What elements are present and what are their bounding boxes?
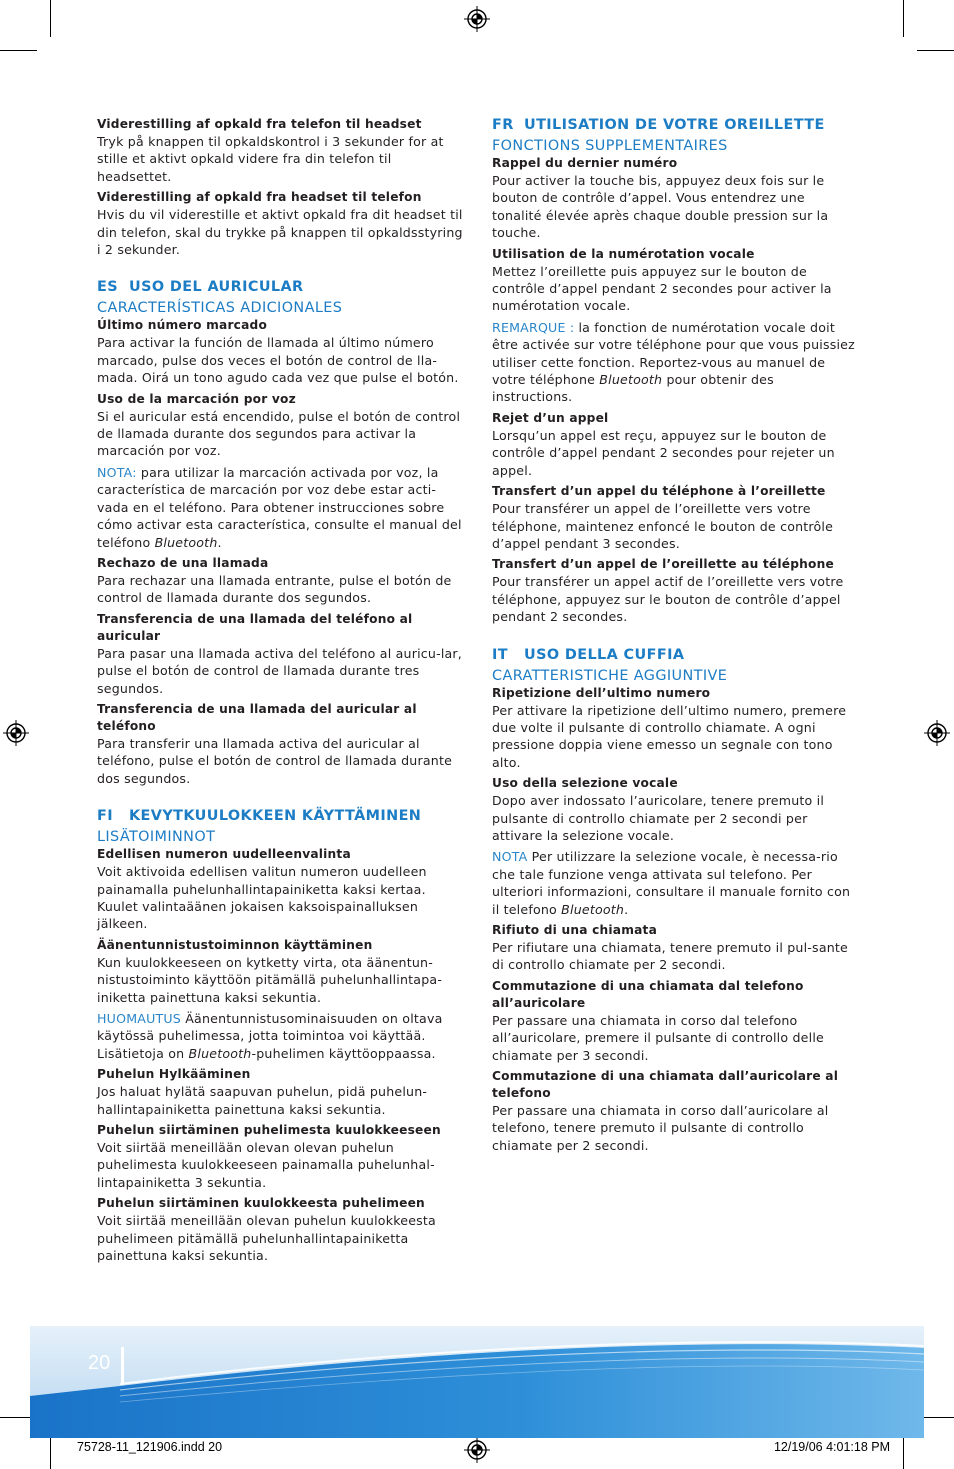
item-title: Transfert d’un appel du téléphone à l’oreillette	[492, 484, 826, 499]
registration-mark-icon	[464, 1437, 490, 1463]
note-end: .	[217, 534, 222, 550]
section-subheading: CARATTERISTICHE AGGIUNTIVE	[492, 667, 728, 684]
crop-mark	[903, 0, 904, 37]
item-title: Uso de la marcación por voz	[97, 391, 296, 406]
note-end: pour obtenir des instructions.	[492, 372, 774, 405]
section-subheading: FONCTIONS SUPPLEMENTAIRES	[492, 138, 728, 154]
left-column	[97, 116, 465, 1268]
section-item	[492, 155, 857, 242]
item-title: Viderestilling af opkald fra telefon til headset	[97, 117, 422, 131]
section-item	[97, 317, 465, 386]
item-text: Para activar la función de llamada al último número marcado, pulse dos veces el botón de control de lla-mada. Oirá un tono agudo cada vez que pulse el botón.	[97, 335, 459, 386]
item-text: Jos haluat hylätä saapuvan puhelun, pidä puhelun-hallintapainiketta painettuna kaksi sekuntia.	[97, 1084, 428, 1117]
item-title: Puhelun siirtäminen puhelimesta kuulokkeeseen	[97, 1123, 441, 1138]
item-text: Voit siirtää meneillään olevan olevan puhelun puhelimesta kuulokkeeseen painamalla puhelunhal-lintapainiketta 3 sekuntia.	[97, 1140, 435, 1190]
section-fi	[97, 807, 465, 1264]
item-text: Pour transférer un appel actif de l’oreillette vers votre téléphone, appuyez sur le bouton de contrôle d’appel pendant 2 secondes.	[492, 574, 844, 625]
item-text: Para rechazar una llamada entrante, pulse el botón de control de llamada durante dos segundos.	[97, 572, 452, 606]
item-text: Hvis du vil viderestille et aktivt opkald fra dit headset til din telefon, skal du trykke på knappen til opkaldsstyring i 2 sekunder.	[97, 207, 463, 258]
item-text: Para pasar una llamada activa del teléfono al auricu-lar, pulse el botón de control de llamada durante tres segundos.	[97, 645, 463, 696]
section-item	[97, 116, 465, 185]
note-label: NOTA:	[97, 464, 137, 480]
section-item	[492, 922, 857, 974]
section-title: USO DELLA CUFFIA	[524, 646, 685, 663]
section-it	[492, 646, 857, 1155]
item-text: Per passare una chiamata in corso dall’auricolare al telefono, tenere premuto il pulsante di controllo chiamate per 2 secondi.	[492, 1103, 829, 1153]
note	[97, 464, 465, 551]
item-text: Lorsqu’un appel est reçu, appuyez sur le bouton de contrôle d’appel pendant 2 secondes pour rejeter un appel.	[492, 427, 835, 478]
section-title: UTILISATION DE VOTRE OREILLETTE	[524, 117, 825, 133]
crop-mark	[917, 50, 954, 51]
section-item	[97, 1195, 465, 1264]
section-item	[97, 555, 465, 607]
item-text: Mettez l’oreillette puis appuyez sur le bouton de contrôle d’appel pendant 2 secondes pour activer la numérotation vocale.	[492, 263, 832, 314]
item-title: Äänentunnistustoiminnon käyttäminen	[97, 937, 373, 952]
note-italic: Bluetooth	[561, 901, 625, 917]
item-text: Para transferir una llamada activa del auricular al teléfono, pulse el botón de control de llamada durante dos segundos.	[97, 735, 453, 786]
section-item	[97, 1066, 465, 1118]
section-heading	[492, 646, 857, 664]
language-code: FI	[97, 808, 113, 825]
note	[492, 848, 857, 918]
section-es	[97, 278, 465, 787]
section-item	[97, 391, 465, 460]
item-text: Per attivare la ripetizione dell’ultimo numero, premere due volte il pulsante di controllo chiamate. A ogni pressione doppia viene emesso un segnale con tono alto.	[492, 702, 847, 770]
section-item	[97, 611, 465, 697]
item-text: Voit siirtää meneillään olevan puhelun kuulokkeesta puhelimeen pitämällä puhelunhallintapainiketta painettuna kaksi sekuntia.	[97, 1213, 436, 1264]
crop-mark	[50, 0, 51, 37]
note-end: -puhelimen käyttöoppaassa.	[251, 1045, 436, 1061]
item-title: Rejet d’un appel	[492, 410, 609, 425]
item-text: Pour transférer un appel de l’oreillette vers votre téléphone, maintenez enfoncé le bouton de contrôle d’appel pendant 3 secondes.	[492, 501, 834, 551]
language-code: IT	[492, 646, 508, 663]
note	[97, 1010, 465, 1062]
item-title: Commutazione di una chiamata dall’auricolare al telefono	[492, 1069, 839, 1101]
item-text: Pour activer la touche bis, appuyez deux fois sur le bouton de contrôle d’appel. Vous entendrez une tonalité élevée après chaque double pression sur la touche.	[492, 173, 829, 241]
item-text: Per passare una chiamata in corso dal telefono all’auricolare, premere il pulsante di controllo delle chiamate per 3 secondi.	[492, 1012, 824, 1063]
note-text: para utilizar la marcación activada por voz, la característica de marcación por voz debe estar acti-vada en el teléfono. Para obtener instrucciones sobre cómo activar esta característica, consulte el manual del teléfono	[97, 464, 462, 550]
section-heading	[492, 116, 857, 134]
item-title: Rifiuto di una chiamata	[492, 923, 658, 937]
note-label: HUOMAUTUS	[97, 1011, 182, 1026]
registration-mark-icon	[3, 720, 29, 746]
section-subheading: CARACTERÍSTICAS ADICIONALES	[97, 300, 343, 317]
section-title: USO DEL AURICULAR	[129, 279, 304, 296]
section-title: KEVYTKUULOKKEEN KÄYTTÄMINEN	[129, 808, 422, 825]
section-item	[97, 937, 465, 1006]
section-item	[492, 775, 857, 844]
item-text: Kun kuulokkeeseen on kytketty virta, ota äänentun-nistustoiminto käyttöön pitämällä puhelunhallintapa-iniketta painettuna kaksi sekuntia.	[97, 954, 443, 1005]
note-label: NOTA	[492, 849, 528, 865]
item-title: Rappel du dernier numéro	[492, 156, 678, 170]
item-title: Transfert d’un appel de l’oreillette au téléphone	[492, 557, 834, 572]
section-item	[492, 556, 857, 625]
section-item	[492, 978, 857, 1064]
page-number-divider	[121, 1347, 124, 1385]
item-title: Rechazo de una llamada	[97, 555, 269, 570]
note-italic: Bluetooth	[154, 534, 218, 550]
note-italic: Bluetooth	[188, 1045, 252, 1061]
section-subheading: LISÄTOIMINNOT	[97, 829, 216, 846]
right-column	[492, 116, 857, 1158]
item-text: Voit aktivoida edellisen valitun numeron uudelleen painamalla puhelunhallintapainiketta kaksi kertaa. Kuulet valintaäänen jokaisen kaksoispainalluksen jälkeen.	[97, 864, 427, 932]
section-item	[492, 1068, 857, 1154]
section-item	[492, 483, 857, 552]
item-title: Puhelun Hylkääminen	[97, 1067, 251, 1082]
item-title: Edellisen numeron uudelleenvalinta	[97, 847, 351, 862]
note-text: la fonction de numérotation vocale doit être activée sur votre téléphone pour que vous puissiez utiliser cette fonction. Reportez-vous au manuel de votre téléphone	[492, 319, 855, 388]
note-label: REMARQUE :	[492, 319, 575, 335]
note	[492, 319, 857, 406]
item-text: Per rifiutare una chiamata, tenere premuto il pul-sante di controllo chiamate per 2 secondi.	[492, 940, 848, 973]
section-item	[492, 685, 857, 772]
item-text: Si el auricular está encendido, pulse el botón de control de llamada durante dos segundos para activar la marcación por voz.	[97, 408, 461, 459]
section-item	[492, 410, 857, 479]
page-number: 20	[88, 1352, 111, 1374]
item-title: Puhelun siirtäminen kuulokkeesta puhelimeen	[97, 1196, 425, 1211]
note-text: Äänentunnistusominaisuuden on oltava käytössä puhelimessa, jotta toimintoa voi käyttää. Lisätietoja on	[97, 1011, 443, 1061]
crop-mark	[0, 50, 37, 51]
item-title: Commutazione di una chiamata dal telefono all’auricolare	[492, 978, 804, 1010]
item-title: Uso della selezione vocale	[492, 776, 678, 791]
language-code: ES	[97, 279, 118, 296]
slug-file: 75728-11_121906.indd 20	[77, 1440, 223, 1454]
section-item	[97, 189, 465, 258]
language-code: FR	[492, 117, 514, 133]
footer-wave-band	[30, 1326, 924, 1438]
item-title: Ripetizione dell’ultimo numero	[492, 685, 711, 700]
registration-mark-icon	[464, 6, 490, 32]
section-item	[97, 701, 465, 787]
note-italic: Bluetooth	[599, 372, 663, 388]
item-title: Transferencia de una llamada del auricular al teléfono	[97, 701, 417, 733]
item-title: Transferencia de una llamada del teléfono al auricular	[97, 611, 413, 643]
note-end: .	[624, 901, 629, 917]
item-text: Dopo aver indossato l’auricolare, tenere premuto il pulsante di controllo chiamate per 2 secondi per attivare la selezione vocale.	[492, 793, 825, 843]
section-item	[97, 1122, 465, 1191]
item-title: Último número marcado	[97, 318, 268, 333]
section-heading	[97, 807, 465, 825]
section-item	[97, 846, 465, 933]
section-heading	[97, 278, 465, 296]
registration-mark-icon	[924, 720, 950, 746]
section-item	[492, 246, 857, 315]
slug-date: 12/19/06 4:01:18 PM	[773, 1440, 890, 1454]
item-title: Utilisation de la numérotation vocale	[492, 246, 755, 261]
section-fr	[492, 116, 857, 626]
note-text: Per utilizzare la selezione vocale, è necessa-rio che tale funzione venga attivata sul telefono. Per ulteriori informazioni, consultare il manuale fornito con il telefono	[492, 849, 851, 917]
item-text: Tryk på knappen til opkaldskontrol i 3 sekunder for at stille et aktivt opkald videre fra din telefon til headsettet.	[97, 134, 444, 184]
item-title: Viderestilling af opkald fra headset til telefon	[97, 190, 422, 205]
